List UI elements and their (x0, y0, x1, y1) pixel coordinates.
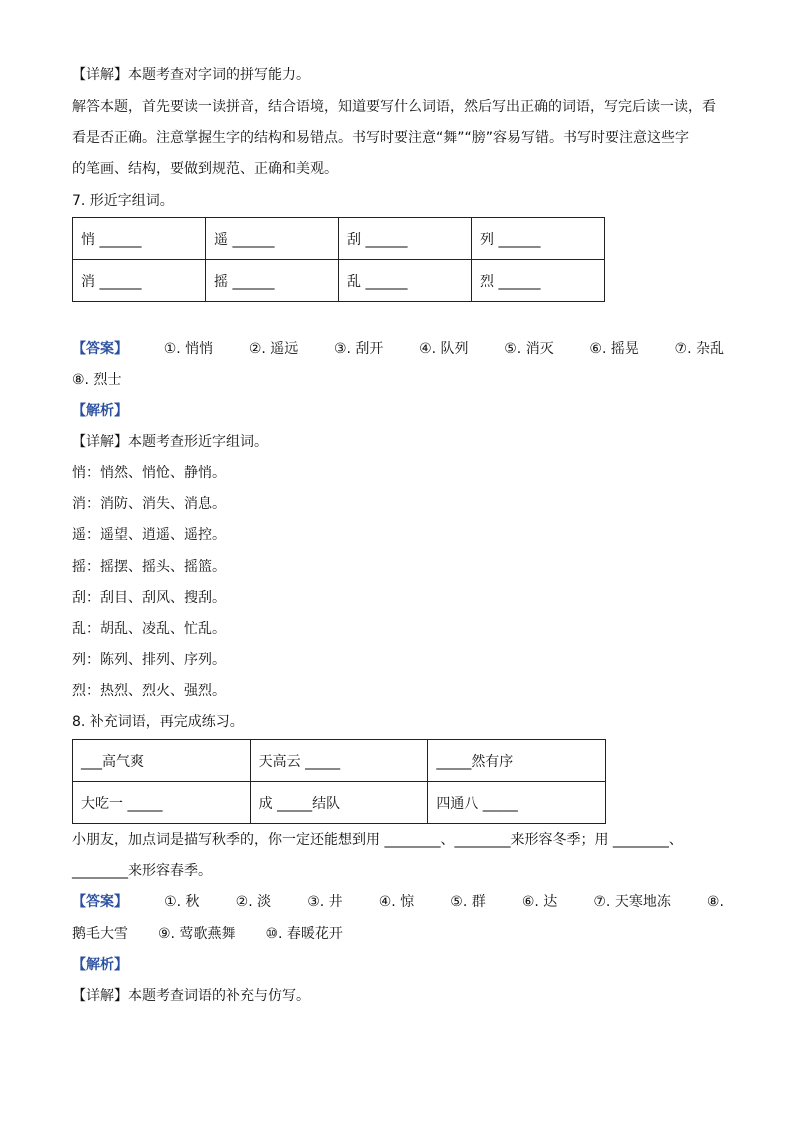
q7-answer-item: ⑥. 摇晃 (589, 341, 639, 357)
q7-cell: 遥 ______ (206, 218, 339, 260)
q7-answer-item: ①. 悄悄 (163, 341, 214, 357)
intro-detail-line: 【详解】本题考查对字词的拼写能力。 (72, 67, 310, 83)
q7-cell: 列 ______ (472, 218, 605, 260)
q7-group-line: 烈：热烈、烈火、强烈。 (72, 683, 226, 699)
q7-answer-item: ⑦. 杂乱 (674, 341, 724, 357)
q8-question-line-1: 小朋友，加点词是描写秋季的，你一定还能想到用 ________、________来形容冬季；用 ________、 (72, 832, 683, 848)
q7-cell: 消 ______ (73, 260, 206, 302)
q8-answer-item: ⑩. 春暖花开 (265, 926, 343, 942)
q8-answer-item: ⑥. 达 (521, 894, 558, 910)
q7-answer-label: 【答案】 (72, 341, 128, 357)
q8-answer-line (72, 891, 724, 913)
q8-answer-item: ⑦. 天寒地冻 (593, 894, 671, 910)
q7-answer-item: ③. 刮开 (333, 341, 384, 357)
q7-group-line: 遥：遥望、逍遥、遥控。 (72, 527, 226, 543)
q8-answer-item: ⑨. 莺歌燕舞 (158, 926, 236, 942)
q7-group-line: 消：消防、消失、消息。 (72, 496, 226, 512)
q8-cell: ___高气爽 (73, 740, 251, 782)
q7-answer-item: ⑤. 消灭 (504, 341, 554, 357)
q7-answer-item: ②. 遥远 (248, 341, 299, 357)
intro-paragraph-line-1: 解答本题，首先要读一读拼音，结合语境，知道要写什么词语，然后写出正确的词语，写完后读一读，看 (72, 99, 716, 115)
q8-analysis-label: 【解析】 (72, 957, 128, 973)
q8-answer-label: 【答案】 (72, 894, 128, 910)
q8-answer-item: ③. 井 (307, 894, 343, 910)
q8-answer-item: ①. 秋 (164, 894, 200, 910)
q7-answer-line (72, 338, 724, 360)
q7-group-line: 乱：胡乱、凌乱、忙乱。 (72, 621, 226, 637)
q7-answer-line-2: ⑧. 烈士 (72, 372, 122, 388)
q7-cell: 烈 ______ (472, 260, 605, 302)
q8-detail: 【详解】本题考查词语的补充与仿写。 (72, 988, 310, 1004)
q7-table-row (73, 260, 605, 302)
q7-group-line: 刮：刮目、刮风、搜刮。 (72, 590, 226, 606)
q7-answer-item: ④. 队列 (419, 341, 469, 357)
q7-cell: 乱 ______ (339, 260, 472, 302)
q7-title: 7. 形近字组词。 (72, 193, 174, 209)
q8-cell: _____然有序 (428, 740, 606, 782)
q7-table (72, 217, 605, 302)
intro-paragraph-line-2: 看是否正确。注意掌握生字的结构和易错点。书写时要注意“舞”“膀”容易写错。书写时要注意这些字 (72, 130, 690, 146)
q8-cell: 大吃一 _____ (73, 782, 251, 824)
q8-answer-item: ⑤. 群 (450, 894, 486, 910)
q8-answer-item: ④. 惊 (378, 894, 415, 910)
q7-detail: 【详解】本题考查形近字组词。 (72, 434, 268, 450)
q7-cell: 刮 ______ (339, 218, 472, 260)
q7-group-line: 悄：悄然、悄怆、静悄。 (72, 465, 226, 481)
q8-table (72, 739, 606, 824)
q8-table-row (73, 782, 606, 824)
q7-cell: 摇 ______ (206, 260, 339, 302)
q7-group-line: 列：陈列、排列、序列。 (72, 652, 226, 668)
q8-table-row (73, 740, 606, 782)
q8-question-line-2: ________来形容春季。 (72, 863, 212, 879)
q8-answer-item: ⑧. (706, 894, 724, 910)
intro-paragraph-line-3: 的笔画、结构，要做到规范、正确和美观。 (72, 161, 338, 177)
q8-answer-item: ②. 淡 (235, 894, 272, 910)
q7-group-line: 摇：摇摆、摇头、摇篮。 (72, 559, 226, 575)
q8-answer-line-2 (72, 923, 343, 945)
q7-cell: 悄 ______ (73, 218, 206, 260)
q8-answer-item: 鹅毛大雪 (72, 926, 128, 942)
q8-cell: 天高云 _____ (250, 740, 428, 782)
q7-analysis-label: 【解析】 (72, 403, 128, 419)
q8-title: 8. 补充词语，再完成练习。 (72, 714, 244, 730)
q7-table-row (73, 218, 605, 260)
q8-cell: 四通八 _____ (428, 782, 606, 824)
q8-cell: 成 _____结队 (250, 782, 428, 824)
